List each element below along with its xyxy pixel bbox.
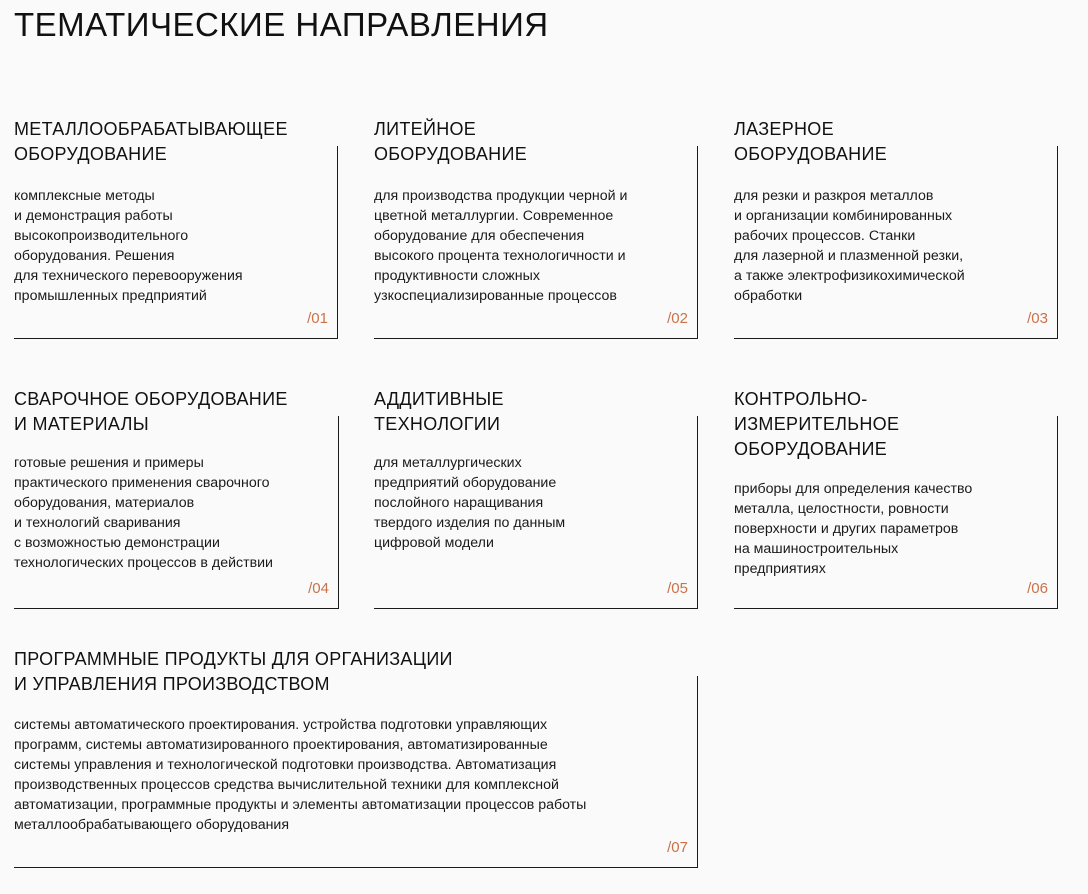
card-number: /02 xyxy=(667,310,688,327)
card-description: приборы для определения качество металла, целостности, ровности поверхности и других параметров на машиностроительных предприятиях xyxy=(734,481,973,577)
category-card-software[interactable] xyxy=(14,647,698,868)
card-number: /01 xyxy=(307,310,328,327)
category-card-foundry[interactable] xyxy=(374,117,698,339)
category-card-measuring[interactable] xyxy=(734,387,1058,609)
card-title: КОНТРОЛЬНО- ИЗМЕРИТЕЛЬНОЕ ОБОРУДОВАНИЕ xyxy=(734,387,905,462)
card-number: /07 xyxy=(667,839,688,856)
category-card-metalworking[interactable] xyxy=(14,117,338,339)
card-description: для резки и разкроя металлов и организации комбинированных рабочих процессов. Станки для лазерной и плазменной резки, а также электрофизикохимической обработки xyxy=(734,188,965,304)
card-title: МЕТАЛЛООБРАБАТЫВАЮЩЕЕ ОБОРУДОВАНИЕ xyxy=(14,117,294,167)
card-description: готовые решения и примеры практического применения сварочного оборудования, материалов и технологий сваривания с возможностью демонстрации технологических процессов в действии xyxy=(14,455,273,571)
card-title: ЛИТЕЙНОЕ ОБОРУДОВАНИЕ xyxy=(374,117,533,167)
card-number: /03 xyxy=(1027,310,1048,327)
card-title: ЛАЗЕРНОЕ ОБОРУДОВАНИЕ xyxy=(734,117,893,167)
card-title: АДДИТИВНЫЕ ТЕХНОЛОГИИ xyxy=(374,387,510,437)
category-card-laser[interactable] xyxy=(734,117,1058,339)
card-title: СВАРОЧНОЕ ОБОРУДОВАНИЕ И МАТЕРИАЛЫ xyxy=(14,387,294,437)
page-title: ТЕМАТИЧЕСКИЕ НАПРАВЛЕНИЯ xyxy=(14,6,549,43)
category-card-welding[interactable] xyxy=(14,387,339,609)
card-description: комплексные методы и демонстрация работы высокопроизводительного оборудования. Решения для технического перевооружения промышленных предприятий xyxy=(14,188,243,304)
card-description: для металлургических предприятий оборудование послойного наращивания твердого изделия по данным цифровой модели xyxy=(374,455,566,551)
card-number: /05 xyxy=(667,580,688,597)
card-number: /06 xyxy=(1027,580,1048,597)
card-description: для производства продукции черной и цветной металлургии. Современное оборудование для обеспечения высокого процента технологичности и продуктивности сложных узкоспециализированные процессов xyxy=(374,188,628,304)
category-card-additive[interactable] xyxy=(374,387,698,609)
card-description: системы автоматического проектирования. устройства подготовки управляющих программ, системы автоматизированного проектирования, автоматизированные системы управления и технологической подготовки производства. Автоматизация производственных процессов средства вычислительной техники для комплексной автоматизации, программные продукты и элементы автоматизации процессов работы металлообрабатывающего оборудования xyxy=(14,717,587,833)
card-number: /04 xyxy=(308,580,329,597)
card-title: ПРОГРАММНЫЕ ПРОДУКТЫ ДЛЯ ОРГАНИЗАЦИИ И УПРАВЛЕНИЯ ПРОИЗВОДСТВОМ xyxy=(14,647,459,697)
